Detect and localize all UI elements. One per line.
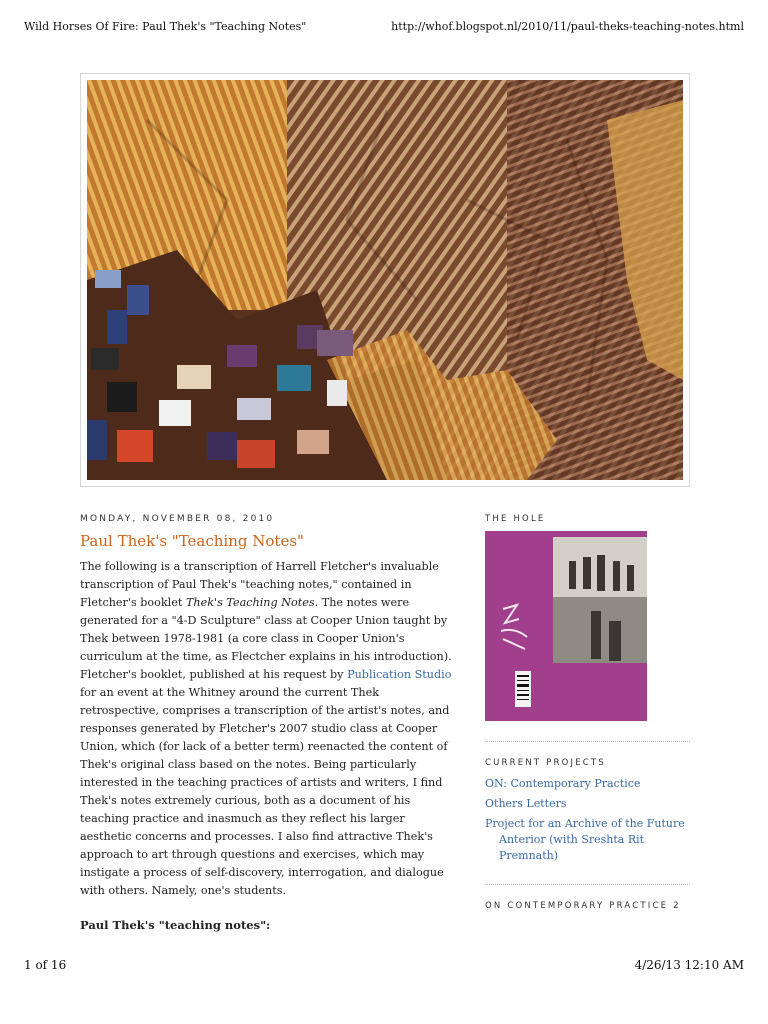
project-link-on-contemporary-practice[interactable]: ON: Contemporary Practice bbox=[485, 777, 641, 790]
project-link-others-letters[interactable]: Others Letters bbox=[485, 797, 567, 810]
body-text-2: . The notes were generated for a "4-D Sculpture" class at Cooper Union taught by Thek between 1978-1981 (a core class in Cooper Union's curriculum at the time, as Flectcher explains in his introduction). Fletcher's booklet, published at his request by bbox=[80, 596, 452, 681]
sidebar-divider bbox=[485, 884, 690, 885]
print-header bbox=[24, 20, 744, 36]
notes-heading: Paul Thek's "teaching notes": bbox=[80, 918, 271, 932]
body-text-1: The following is a transcription of Harrell Fletcher's invaluable transcription of Paul Thek's "teaching notes," contained in Fletcher's booklet bbox=[80, 560, 439, 609]
page-counter: 1 of 16 bbox=[24, 958, 67, 972]
post-title[interactable]: Paul Thek's "Teaching Notes" bbox=[80, 532, 304, 550]
post-date: MONDAY, NOVEMBER 08, 2010 bbox=[80, 514, 275, 524]
list-item bbox=[485, 776, 690, 792]
list-item bbox=[485, 816, 690, 864]
project-link-archive-future-anterior[interactable]: Project for an Archive of the Future Anterior (with Sreshta Rit Premnath) bbox=[485, 817, 685, 862]
sidebar-heading-on-contemporary-practice-2: ON CONTEMPORARY PRACTICE 2 bbox=[485, 901, 681, 911]
sidebar-heading-the-hole: THE HOLE bbox=[485, 514, 546, 524]
sidebar bbox=[485, 512, 690, 913]
sidebar-heading-current-projects: CURRENT PROJECTS bbox=[485, 758, 606, 768]
publication-studio-link[interactable]: Publication Studio bbox=[347, 668, 452, 681]
current-projects-list bbox=[485, 776, 690, 864]
print-footer bbox=[24, 958, 744, 974]
print-page-title: Wild Horses Of Fire: Paul Thek's "Teaching Notes" bbox=[24, 20, 307, 33]
print-timestamp: 4/26/13 12:10 AM bbox=[634, 958, 744, 972]
post-paragraph bbox=[80, 558, 458, 900]
post-body bbox=[80, 558, 458, 934]
header-image-frame bbox=[80, 73, 690, 487]
body-text-3: for an event at the Whitney around the current Thek retrospective, comprises a transcription of the artist's notes, and responses generated by Fletcher's 2007 studio class at Cooper Union, which (for lack of a better term) reenacted the content of Thek's original class based on the notes. Being particularly interested in the teaching practices of artists and writers, I find Thek's notes extremely curious, both as a document of his teaching practice and inasmuch as they reflect his larger aesthetic concerns and processes. I also find attractive Thek's approach to art through questions and exercises, which may instigate a process of self-discovery, interrogation, and dialogue with others. Namely, one's students. bbox=[80, 686, 450, 897]
header-artwork-image bbox=[87, 80, 683, 480]
list-item bbox=[485, 796, 690, 812]
print-url: http://whof.blogspot.nl/2010/11/paul-theks-teaching-notes.html bbox=[391, 20, 744, 33]
booklet-title: Thek's Teaching Notes bbox=[185, 596, 315, 609]
sidebar-divider bbox=[485, 741, 690, 742]
blog-post bbox=[80, 512, 458, 934]
the-hole-book-cover[interactable] bbox=[485, 531, 647, 721]
